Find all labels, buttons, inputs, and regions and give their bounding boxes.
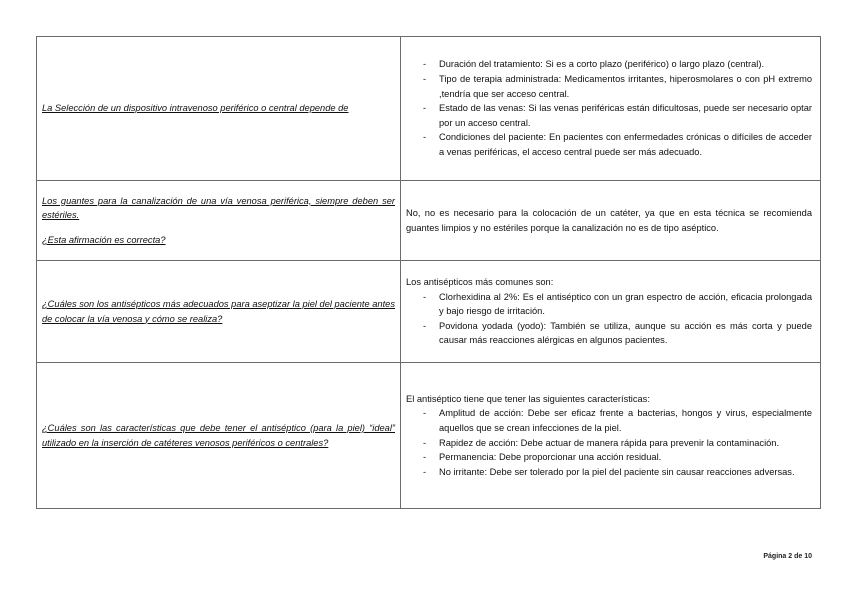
- list-item: [423, 465, 812, 480]
- dash-bullet: -: [423, 320, 427, 331]
- list-item-text: No irritante: Debe ser tolerado por la piel del paciente sin causar reacciones adversas.: [439, 466, 795, 477]
- table-row: [37, 363, 821, 509]
- list-item: [423, 290, 812, 319]
- table-row: [37, 37, 821, 181]
- list-item: [423, 406, 812, 435]
- question-text: ¿Esta afirmación es correcta?: [42, 234, 166, 245]
- question-cell: [37, 363, 401, 509]
- dash-bullet: -: [423, 291, 427, 302]
- list-item: [423, 130, 812, 159]
- dash-bullet: -: [423, 452, 427, 463]
- dash-bullet: -: [423, 437, 427, 448]
- list-item-text: Amplitud de acción: Debe ser eficaz frente a bacterias, hongos y virus, especialmente aquellos que se crean infecciones de la piel.: [439, 408, 812, 433]
- answer-list: [406, 57, 812, 159]
- list-item-text: Clorhexidina al 2%: Es el antiséptico con un gran espectro de acción, eficacia prolongada y bajo riesgo de irritación.: [439, 291, 812, 317]
- page-number: Página 2 de 10: [763, 553, 812, 560]
- list-item: [423, 101, 812, 130]
- question-text: ¿Cuáles son los antisépticos más adecuados para aseptizar la piel del paciente antes de colocar la vía venosa y cómo se realiza?: [42, 298, 395, 324]
- answer-cell: [401, 37, 821, 181]
- answer-cell: [401, 363, 821, 509]
- dash-bullet: -: [423, 132, 427, 143]
- list-item: [423, 319, 812, 348]
- list-item: [423, 72, 812, 101]
- answer-list: [406, 290, 812, 348]
- list-item: [423, 57, 812, 72]
- answer-intro: Los antisépticos más comunes son:: [406, 277, 554, 288]
- question-text: La Selección de un dispositivo intravenoso periférico o central depende de: [42, 103, 349, 114]
- answer-intro: El antiséptico tiene que tener las siguientes características:: [406, 393, 650, 404]
- list-item-text: Duración del tratamiento: Si es a corto plazo (periférico) o largo plazo (central).: [439, 59, 765, 70]
- dash-bullet: -: [423, 466, 427, 477]
- dash-bullet: -: [423, 408, 427, 419]
- list-item: [423, 450, 812, 465]
- question-text: Los guantes para la canalización de una vía venosa periférica, siempre deben ser estériles.: [42, 195, 395, 221]
- list-item-text: Condiciones del paciente: En pacientes con enfermedades crónicas o difíciles de acceder a venas periféricas, el acceso central puede ser más adecuado.: [439, 132, 812, 157]
- dash-bullet: -: [423, 103, 427, 114]
- answer-intro: No, no es necesario para la colocación de un catéter, ya que en esta técnica se recomienda guantes limpios y no estériles porque la canalización no es de tipo aséptico.: [406, 207, 812, 233]
- answer-list: [406, 406, 812, 479]
- list-item-text: Povidona yodada (yodo): También se utiliza, aunque su acción es más corta y puede causar más reacciones alérgicas en algunos pacientes.: [439, 320, 812, 346]
- answer-cell: [401, 181, 821, 261]
- table-row: [37, 181, 821, 261]
- qa-table: [36, 36, 821, 509]
- answer-cell: [401, 261, 821, 363]
- table-row: [37, 261, 821, 363]
- question-text: ¿Cuáles son las características que debe tener el antiséptico (para la piel) “ideal” utilizado en la inserción de catéteres venosos periféricos o centrales?: [42, 422, 395, 448]
- list-item-text: Estado de las venas: Si las venas periféricas están dificultosas, puede ser necesario optar por un acceso central.: [439, 103, 812, 128]
- list-item: [423, 436, 812, 451]
- question-cell: [37, 181, 401, 261]
- dash-bullet: -: [423, 59, 427, 70]
- list-item-text: Tipo de terapia administrada: Medicamentos irritantes, hiperosmolares o con pH extremo ,tendría que ser acceso central.: [439, 74, 812, 99]
- question-cell: [37, 37, 401, 181]
- list-item-text: Permanencia: Debe proporcionar una acción residual.: [439, 452, 662, 463]
- list-item-text: Rapidez de acción: Debe actuar de manera rápida para prevenir la contaminación.: [439, 437, 780, 448]
- question-cell: [37, 261, 401, 363]
- dash-bullet: -: [423, 74, 427, 85]
